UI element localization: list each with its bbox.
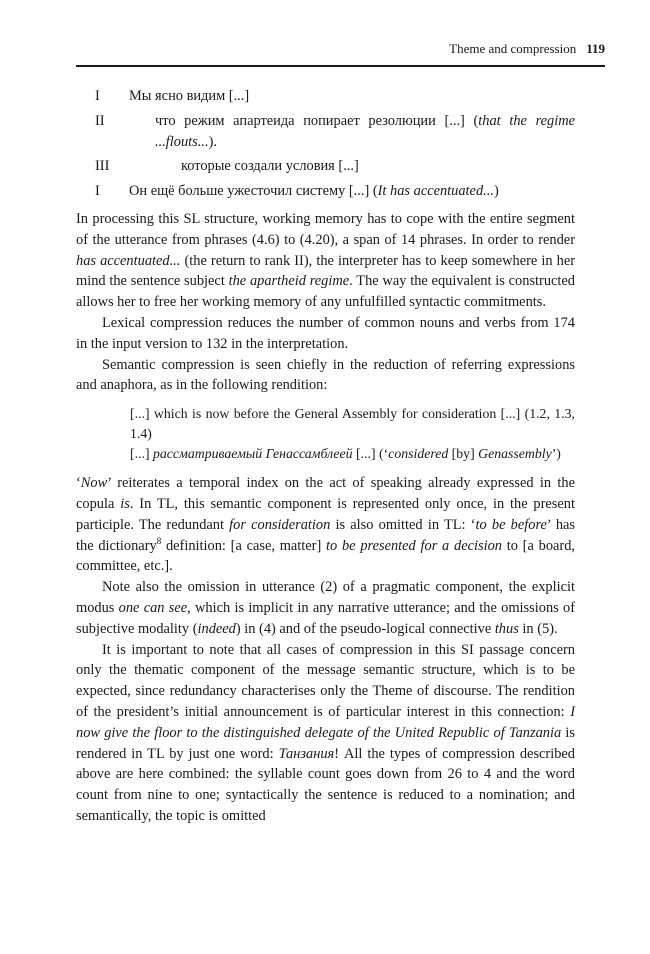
paragraph: Semantic compression is seen chiefly in the reduction of referring expressions and anaphora, as in the following rendition: [76, 356, 575, 394]
example-structure [76, 86, 575, 202]
paragraph: Lexical compression reduces the number of common nouns and verbs from 174 in the input version to 132 in the interpretation. [76, 314, 575, 352]
paragraph: In processing this SL structure, working memory has to cope with the entire segment of the utterance from phrases (4.6) to (4.20), a span of 14 phrases. In order to render has accentuated... (the return to rank II), the interpreter has to keep somewhere in her mind the sentence subject the apartheid regime. The way the equivalent is constructed allows her to free her working memory of any unfulfilled syntactic commitments. [76, 210, 576, 311]
page-number: 119 [586, 41, 605, 56]
paragraph: Note also the omission in utterance (2) of a pragmatic component, the explicit modus one can see, which is implicit in any narrative utterance; and the omissions of subjective modality (indeed) in (4) and of the pseudo-logical connective thus in (5). [76, 579, 575, 637]
running-title: Theme and compression [449, 41, 577, 56]
rank-label: I [95, 183, 100, 200]
paragraph: ‘Now’ reiterates a temporal index on the act of speaking already expressed in the copula is. In TL, this semantic component is represented only once, in the present participle. The redundant for consideration is also omitted in TL: ‘to be before’ has the dictionary$^8$ definition: [a case, matter] to be presented for a decision to [a board, committee, etc.]. [76, 475, 576, 575]
quote-english: [...] which is now before the General Assembly for consideration [...] (1.2, 1.3, 1.4) [130, 406, 575, 442]
block-quote [130, 404, 575, 464]
running-header [76, 40, 605, 58]
page-body [76, 86, 575, 827]
rank-label: II [95, 112, 105, 129]
example-text: Мы ясно видим [...] [129, 88, 250, 104]
example-text: Он ещё больше ужесточил систему [...] (It has accentuated...) [129, 183, 499, 200]
rank-label: III [95, 158, 110, 175]
example-text: которые создали условия [...] [181, 158, 359, 175]
example-line [76, 86, 575, 107]
header-rule [76, 65, 605, 67]
footnote-marker[interactable]: 8 [156, 535, 162, 546]
rank-label: I [95, 88, 100, 104]
example-line [76, 156, 575, 177]
example-text: что режим апартеида попирает резолюции [...] (that the regime ...flouts...). [155, 112, 575, 150]
example-line [76, 111, 575, 153]
example-line [76, 181, 575, 202]
quote-russian: [...] рассматриваемый Генассамблеей [...] (‘considered [by] Genassembly’) [130, 446, 561, 462]
paragraph: It is important to note that all cases of compression in this SI passage concern only the thematic component of the message semantic structure, which is to be expected, since redundancy characterises only the Theme of discourse. The rendition of the president’s initial announcement is of particular interest in this connection: I now give the floor to the distinguished delegate of the United Republic of Tanzania is rendered in TL by just one word: Танзания! All the types of compression described above are here combined: the syllable count goes down from 26 to 4 and the word count from nine to one; syntactically the sentence is reduced to a nomination; and semantically, the topic is omitted [76, 641, 576, 824]
